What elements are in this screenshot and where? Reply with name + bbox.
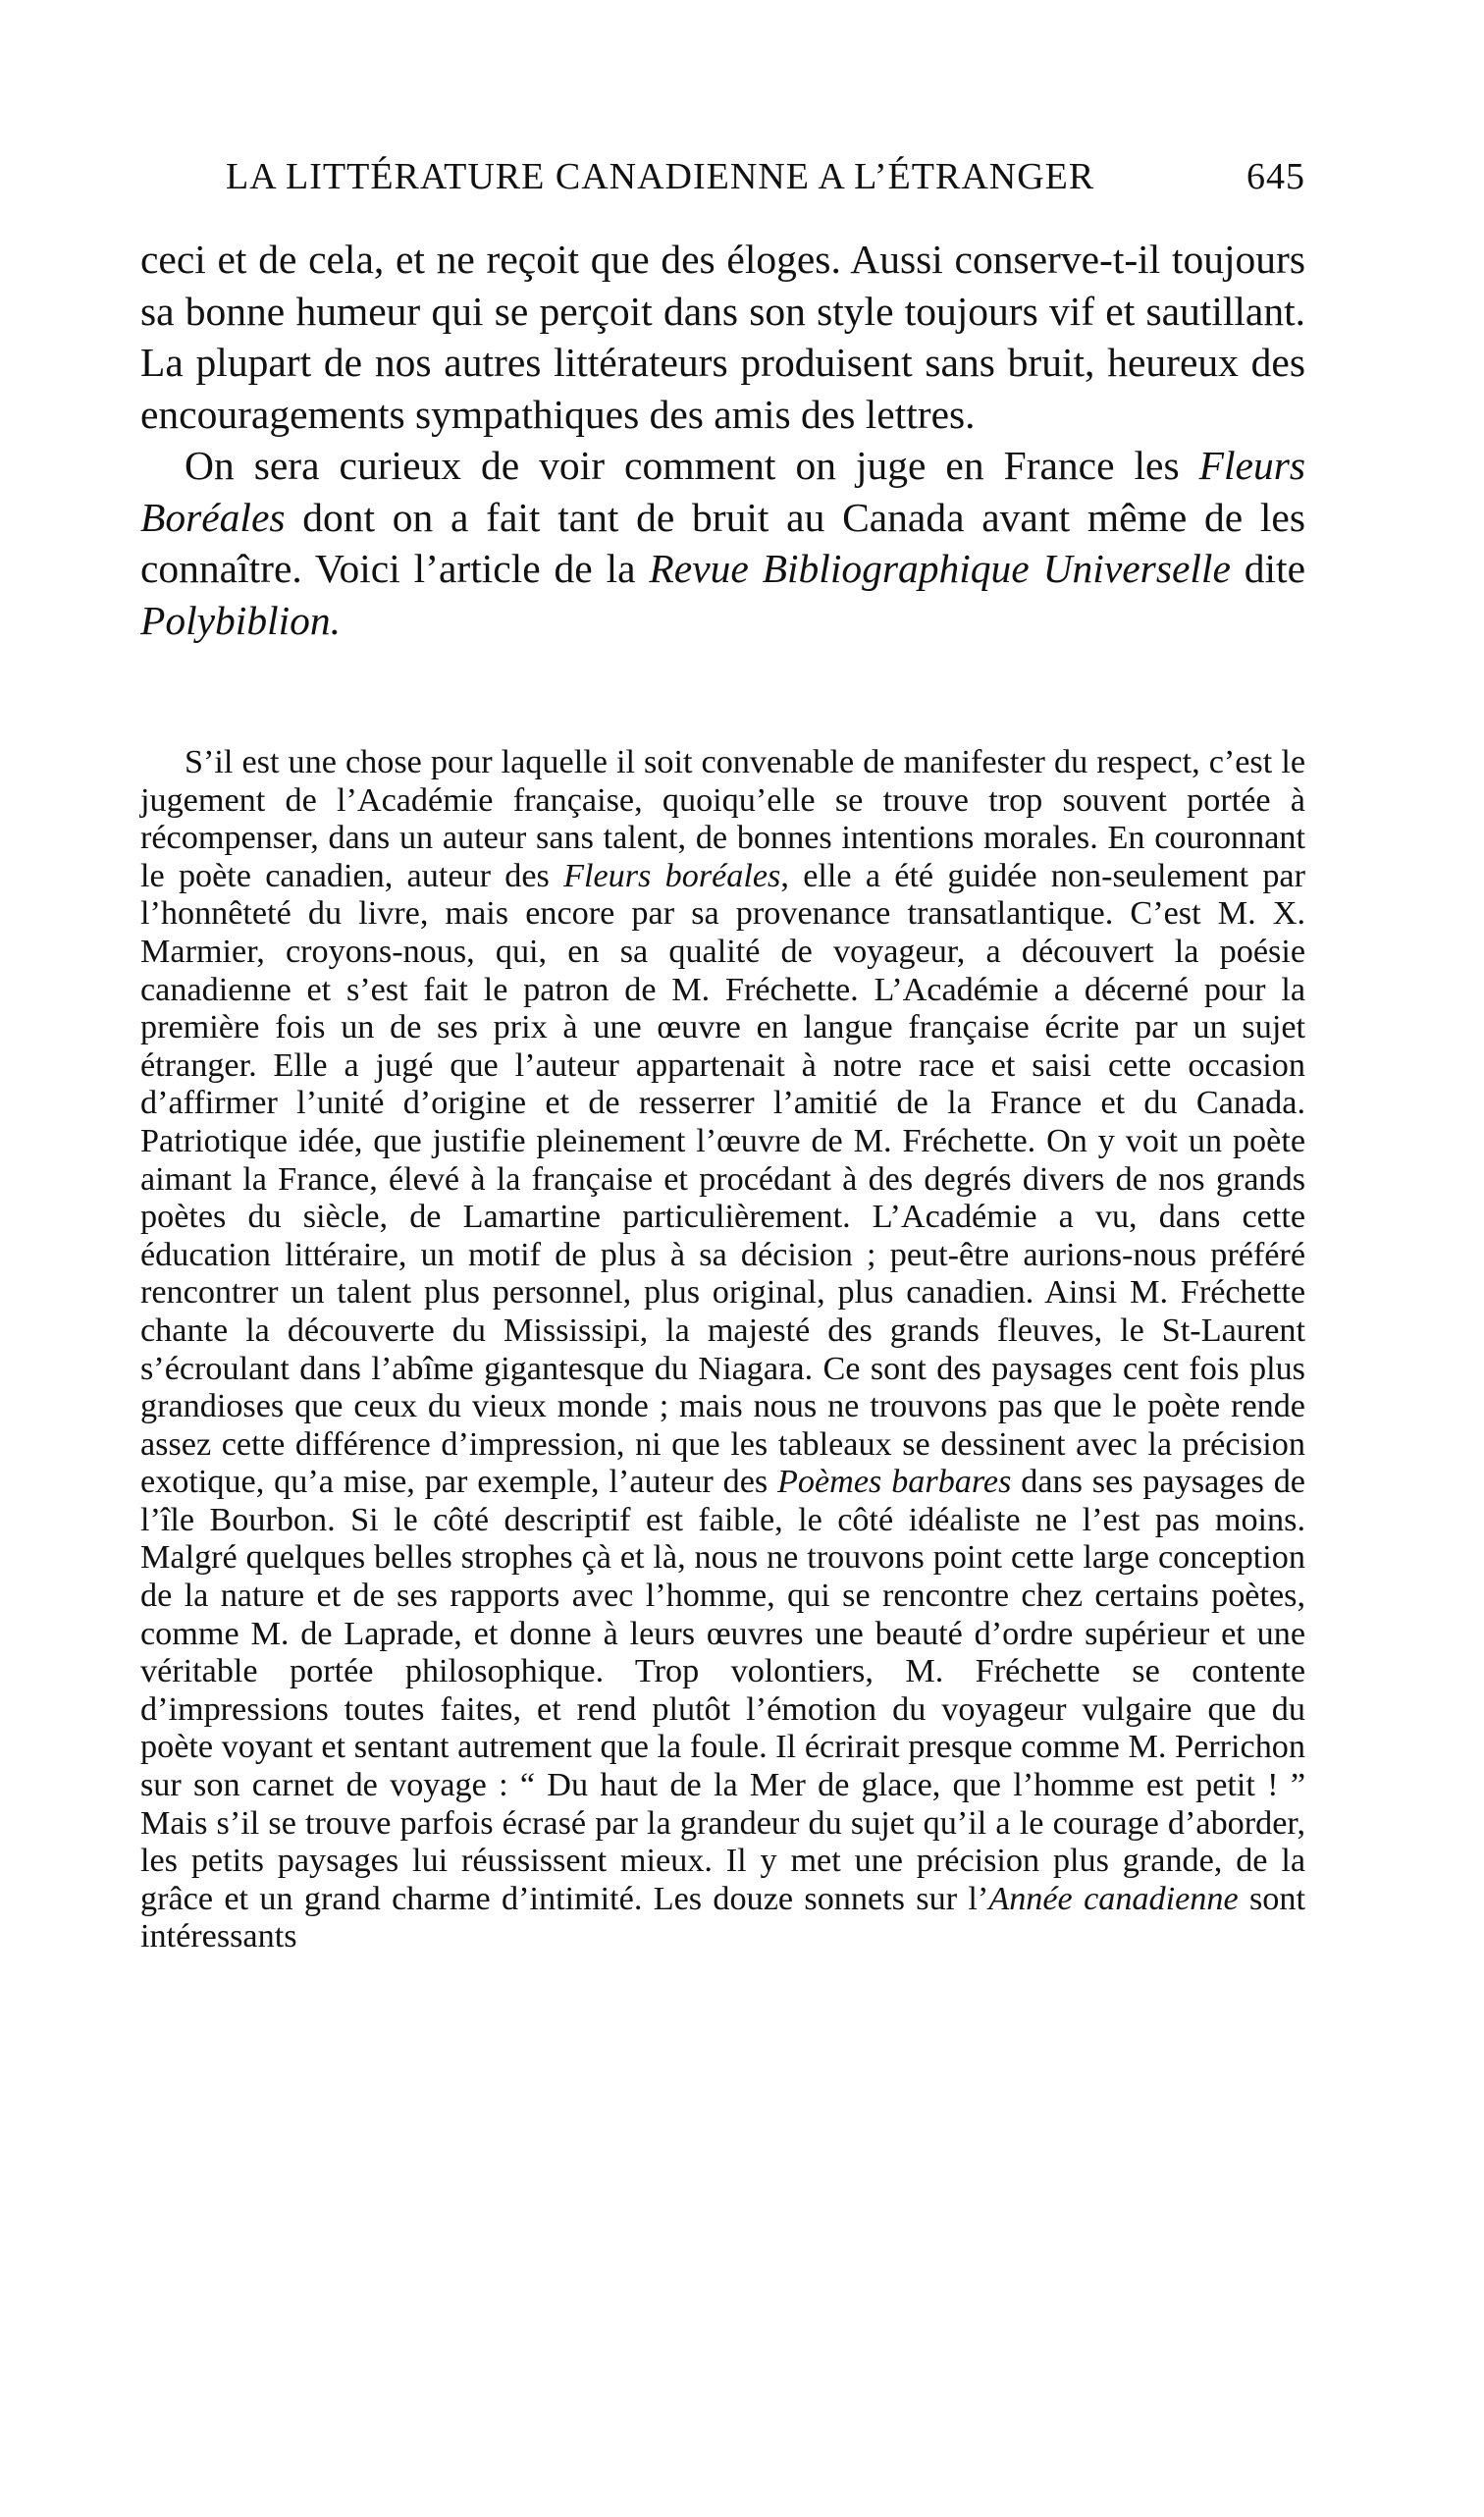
book-title: Poèmes barbares (777, 1464, 1012, 1501)
text-run: dont on a fait tant de bruit au Canada avant même de les connaître. Voici l’article de la (140, 494, 1305, 591)
paragraph (140, 440, 1305, 646)
paragraph: ceci et de cela, et ne reçoit que des éloges. Aussi conserve-t-il toujours sa bonne humeur qui se perçoit dans son style toujours vif et sautillant. La plupart de nos autres littérateurs produisent sans bruit, heureux des encouragements sympathiques des amis des lettres. (140, 237, 1305, 437)
book-title: Fleurs Boréales (140, 443, 1305, 540)
text-run: dans ses paysages de l’île Bourbon. Si le côté descriptif est faible, le côté idéaliste ne l’est pas moins. Malgré quelques belles strophes çà et là, nous ne trouvons point cette large conception de la nature et de ses rapports avec l’homme, qui se rencontre chez certains poètes, comme M. de Laprade, et donne à leurs œuvres une beauté d’ordre supérieur et une véritable portée philosophique. Trop volontiers, M. Fréchette se contente d’impressions toutes faites, et rend plutôt l’émotion du voyageur vulgaire que du poète voyant et sentant autrement que la foule. Il écrirait presque comme M. Perrichon sur son carnet de voyage : “ Du haut de la Mer de glace, que l’homme est petit ! ” Mais s’il se trouve parfois écrasé par la grandeur du sujet qu’il a le courage d’aborder, les petits paysages lui réussissent mieux. Il y met une précision plus grande, de la grâce et un grand charme d’intimité. Les douze sonnets sur l’ (140, 1464, 1305, 1917)
quoted-paragraph (140, 744, 1305, 1956)
page-number: 645 (1246, 156, 1305, 197)
running-head (226, 155, 1305, 204)
text-run: , elle a été guidée non-seulement par l’honnêteté du livre, mais encore par sa provenance transatlantique. C’est M. X. Marmier, croyons-nous, qui, en sa qualité de voyageur, a découvert la poésie canadienne et s’est fait le patron de M. Fréchette. L’Académie a décerné pour la première fois un de ses prix à une œuvre en langue française écrite par un sujet étranger. Elle a jugé que l’auteur appartenait à notre race et saisi cette occasion d’affirmer l’unité d’origine et de resserrer l’amitié de la France et du Canada. Patriotique idée, que justifie pleinement l’œuvre de M. Fréchette. On y voit un poète aimant la France, élevé à la française et procédant à des degrés divers de nos grands poètes du siècle, de Lamartine particulièrement. L’Académie a vu, dans cette éducation littéraire, un motif de plus à sa décision ; peut-être aurions-nous préféré rencontrer un talent plus personnel, plus original, plus canadien. Ainsi M. Fréchette chante la découverte du Mississipi, la majesté des grands fleuves, le St-Laurent s’écroulant dans l’abîme gigantesque du Niagara. Ce sont des paysages cent fois plus grandioses que ceux du vieux monde ; mais nous ne trouvons pas que le poète rende assez cette différence d’impression, ni que les tableaux se dessinent avec la précision exotique, qu’a mise, par exemple, l’auteur des (140, 857, 1305, 1501)
main-text (140, 234, 1305, 646)
text-run: dite (1230, 546, 1305, 591)
book-title: Fleurs boréales (563, 857, 781, 894)
journal-title: Revue Bibliographique Universelle (649, 546, 1231, 591)
text-run: S’il est une chose pour laquelle il soit convenable de manifester du respect, c’est le jugement de l’Académie française, quoiqu’elle se trouve trop souvent portée à récompenser, dans un auteur sans talent, de bonnes intentions morales. En couronnant le poète canadien, auteur des (140, 744, 1305, 894)
text-run: sont intéressants (140, 1880, 1305, 1955)
book-title: Année canadienne (988, 1880, 1239, 1917)
quoted-review (140, 744, 1305, 1956)
journal-title: Polybiblion. (140, 597, 342, 643)
running-head-title: LA LITTÉRATURE CANADIENNE A L’ÉTRANGER (226, 156, 1095, 197)
text-run: On sera curieux de voir comment on juge en France les (185, 443, 1199, 488)
